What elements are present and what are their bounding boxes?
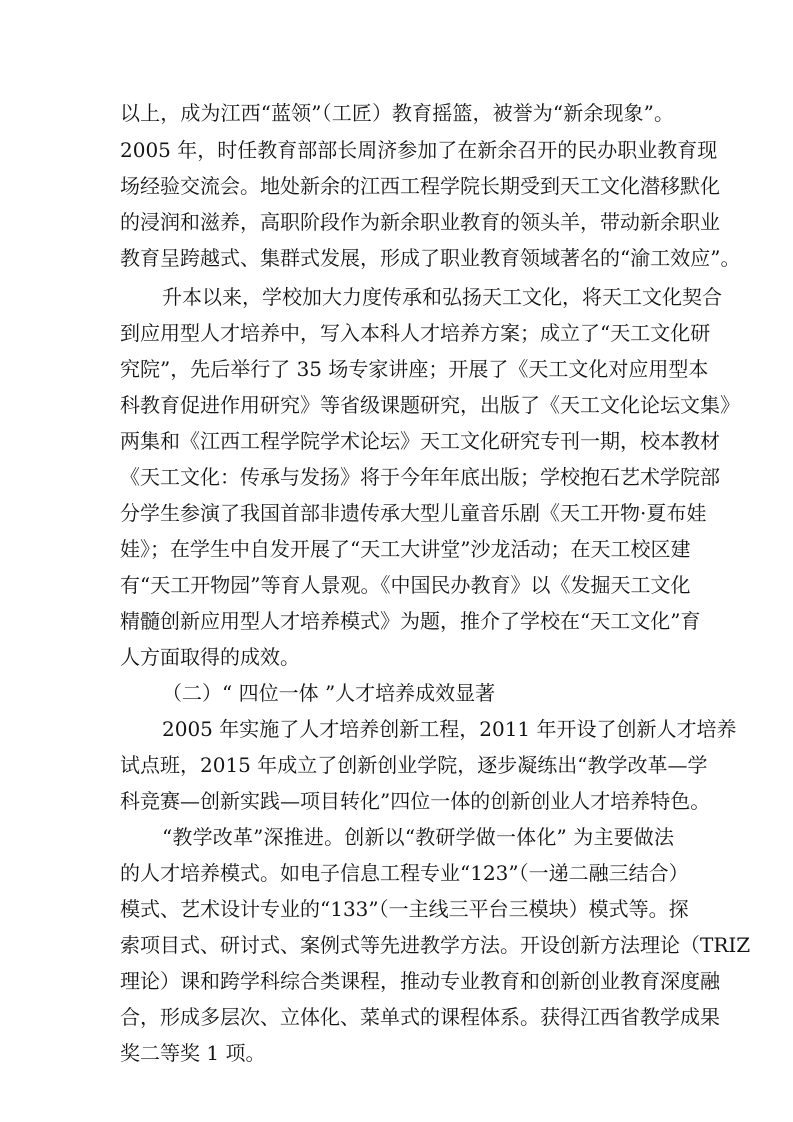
paragraph-line: 有“天工开物园”等育人景观。《中国民办教育》以《发掘天工文化 <box>120 573 691 597</box>
paragraph-line: 模式、艺术设计专业的“133”（一主线三平台三模块）模式等。探 <box>120 897 689 921</box>
paragraph-line: 2005 年，时任教育部部长周济参加了在新余召开的民办职业教育现 <box>120 138 718 162</box>
paragraph-line: 升本以来，学校加大力度传承和弘扬天工文化，将天工文化契合 <box>162 285 722 309</box>
paragraph-line: 试点班，2015 年成立了创新创业学院，逐步凝练出“教学改革—学 <box>120 753 708 777</box>
paragraph-line: 以上，成为江西“蓝领”（工匠）教育摇篮，被誉为“新余现象”。 <box>120 101 674 125</box>
paragraph-line: 索项目式、研讨式、案例式等先进教学方法。开设创新方法理论（TRIZ <box>120 933 751 957</box>
paragraph-line: 精髓创新应用型人才培养模式》为题，推介了学校在“天工文化”育 <box>120 609 701 633</box>
paragraph-line: 分学生参演了我国首部非遗传承大型儿童音乐剧《天工开物·夏布娃 <box>120 501 707 525</box>
paragraph-line: 理论）课和跨学科综合类课程，推动专业教育和创新创业教育深度融 <box>120 969 720 993</box>
paragraph-line: 娃》；在学生中自发开展了“天工大讲堂”沙龙活动；在天工校区建 <box>120 537 691 561</box>
paragraph-line: 《天工文化：传承与发扬》将于今年年底出版；学校抱石艺术学院部 <box>120 465 720 489</box>
paragraph-line: 科教育促进作用研究》等省级课题研究，出版了《天工文化论坛文集》 <box>120 393 740 417</box>
paragraph-line: 到应用型人才培养中，写入本科人才培养方案；成立了“天工文化研 <box>120 321 711 345</box>
paragraph-line: 合，形成多层次、立体化、菜单式的课程体系。获得江西省教学成果 <box>120 1005 720 1029</box>
paragraph-line: 奖二等奖 1 项。 <box>120 1041 266 1065</box>
paragraph-line: 2005 年实施了人才培养创新工程，2011 年开设了创新人才培养 <box>162 717 737 741</box>
paragraph-line: 科竞赛—创新实践—项目转化”四位一体的创新创业人才培养特色。 <box>120 789 711 813</box>
paragraph-line: 的浸润和滋养，高职阶段作为新余职业教育的领头羊，带动新余职业 <box>120 210 720 234</box>
paragraph-line: “教学改革”深推进。创新以“教研学做一体化” 为主要做法 <box>162 825 674 849</box>
section-heading: （二）“ 四位一体 ”人才培养成效显著 <box>162 681 496 705</box>
paragraph-line: 究院”，先后举行了 35 场专家讲座；开展了《天工文化对应用型本 <box>120 357 709 381</box>
paragraph-line: 人方面取得的成效。 <box>120 645 300 669</box>
paragraph-line: 场经验交流会。地处新余的江西工程学院长期受到天工文化潜移默化 <box>120 174 720 198</box>
paragraph-line: 的人才培养模式。如电子信息工程专业“123”（一递二融三结合） <box>120 861 689 885</box>
paragraph-line: 两集和《江西工程学院学术论坛》天工文化研究专刊一期，校本教材 <box>120 429 720 453</box>
paragraph-line: 教育呈跨越式、集群式发展，形成了职业教育领域著名的“渝工效应”。 <box>120 246 741 270</box>
